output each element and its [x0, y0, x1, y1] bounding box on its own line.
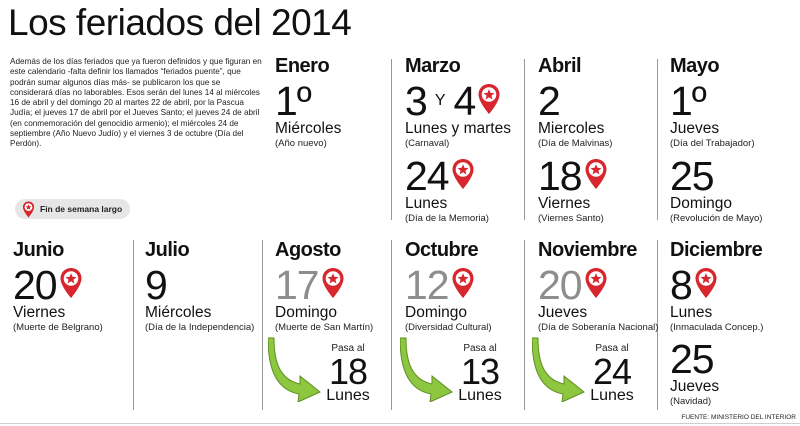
holiday-date: 20 [13, 262, 57, 308]
moved-arrow-icon [400, 336, 456, 407]
moved-weekday: Lunes [326, 387, 370, 404]
holiday-date: 17 [275, 262, 319, 308]
holiday-description: (Diversidad Cultural) [405, 322, 492, 333]
map-pin-star-icon [477, 83, 501, 115]
holiday-weekday: Viernes [13, 304, 66, 321]
holiday-date: 18 [538, 153, 582, 199]
column-divider [524, 59, 525, 220]
column-divider [524, 240, 525, 410]
map-pin-star-icon [22, 201, 35, 218]
month-agosto: Agosto [275, 239, 341, 261]
holiday-diciembre-25 [670, 336, 720, 407]
moved-label: Pasa al [463, 343, 497, 354]
map-pin-star-icon [321, 267, 345, 299]
moved-arrow-icon [532, 336, 588, 407]
holiday-diciembre-8 [670, 262, 764, 333]
moved-date: 13 [460, 351, 500, 392]
holiday-julio-9 [145, 262, 257, 333]
holiday-abril-18 [538, 153, 608, 224]
column-divider [262, 240, 263, 410]
column-divider [391, 59, 392, 220]
holiday-weekday: Lunes [670, 304, 713, 321]
holiday-abril-2 [538, 78, 613, 149]
moved-holiday-octubre [452, 343, 508, 404]
holiday-weekday: Jueves [538, 304, 588, 321]
holiday-description: (Carnaval) [405, 138, 450, 149]
holiday-mayo-25 [670, 153, 763, 224]
holiday-date: 3 [405, 78, 427, 124]
holiday-weekday: Miércoles [145, 304, 212, 321]
moved-weekday: Lunes [590, 387, 634, 404]
month-marzo: Marzo [405, 55, 461, 77]
month-diciembre: Diciembre [670, 239, 763, 261]
holiday-weekday: Miércoles [275, 120, 342, 137]
holiday-description: (Día del Trabajador) [670, 138, 755, 149]
holiday-mayo-1 [670, 78, 755, 149]
source-credit: FUENTE: MINISTERIO DEL INTERIOR [681, 414, 796, 421]
holiday-weekday: Domingo [670, 195, 733, 212]
moved-label: Pasa al [595, 343, 629, 354]
holiday-description: (Viernes Santo) [538, 213, 604, 224]
map-pin-star-icon [584, 158, 608, 190]
holiday-agosto-17 [275, 262, 374, 333]
holiday-date: 2 [538, 78, 560, 124]
holiday-weekday: Jueves [670, 120, 720, 137]
holiday-weekday: Lunes y martes [405, 120, 511, 137]
column-divider [657, 59, 658, 220]
holiday-description: (Día de la Memoria) [405, 213, 489, 224]
holiday-description: (Día de la Independencia) [145, 322, 255, 333]
moved-label: Pasa al [331, 343, 365, 354]
holiday-date: 4 [453, 78, 476, 124]
map-pin-star-icon [451, 158, 475, 190]
moved-date: 24 [592, 351, 632, 392]
holiday-date: 8 [670, 262, 692, 308]
legend [15, 199, 130, 219]
holiday-weekday: Domingo [275, 304, 338, 321]
holiday-date: 24 [405, 153, 449, 199]
holiday-description: (Muerte de San Martín) [275, 322, 374, 333]
map-pin-star-icon [451, 267, 475, 299]
map-pin-star-icon [584, 267, 608, 299]
holiday-description: (Muerte de Belgrano) [13, 322, 103, 333]
holiday-marzo-carnaval [405, 78, 511, 149]
map-pin-star-icon [694, 267, 718, 299]
month-mayo: Mayo [670, 55, 720, 77]
holiday-description: (Día de Soberanía Nacional) [538, 322, 659, 333]
holiday-marzo-24 [405, 153, 489, 224]
holiday-octubre-12 [405, 262, 492, 333]
holiday-date: 9 [145, 262, 167, 308]
moved-date: 18 [328, 351, 368, 392]
holiday-date: 25 [670, 153, 714, 199]
month-julio: Julio [145, 239, 190, 261]
holiday-weekday: Miercoles [538, 120, 605, 137]
page-title: Los feriados del 2014 [8, 2, 352, 43]
holiday-noviembre-20 [538, 262, 659, 333]
holiday-date: 20 [538, 262, 582, 308]
month-octubre: Octubre [405, 239, 479, 261]
month-noviembre: Noviembre [538, 239, 637, 261]
month-abril: Abril [538, 55, 582, 77]
holiday-description: (Navidad) [670, 396, 712, 407]
holiday-date: 1º [670, 78, 706, 124]
holiday-weekday: Viernes [538, 195, 591, 212]
bottom-rule [0, 423, 800, 424]
column-divider [391, 240, 392, 410]
holiday-description: (Año nuevo) [275, 138, 327, 149]
legend-label: Fin de semana largo [40, 204, 123, 214]
moved-weekday: Lunes [458, 387, 502, 404]
holiday-date: 12 [405, 262, 449, 308]
holiday-weekday: Lunes [405, 195, 448, 212]
holiday-description: (Inmaculada Concep.) [670, 322, 764, 333]
moved-holiday-noviembre [584, 343, 640, 404]
intro-text: Además de los días feriados que ya fueron definidos y que figuran en este calendario -falta definir los llamados “feriados puente”, que podrán sumar algunos días más- se publicaron los que se considerará días no laborables. Esos serán del lunes 14 al miércoles 16 de abril y del domingo 20 al martes 22 de abril, por la Pascua Judía; el jueves 17 de abril por el Jueves Santo; el jueves 24 de abril (en conmemoración del genocidio armenio); el miércoles 24 de septiembre (Año Nuevo Judío) y el viernes 3 de octubre (Día del Perdón). [10, 57, 262, 149]
holiday-weekday: Jueves [670, 378, 720, 395]
holiday-junio-20 [13, 262, 103, 333]
holiday-date: 25 [670, 336, 714, 382]
date-connector: Y [434, 92, 446, 109]
column-divider [133, 240, 134, 410]
map-pin-star-icon [59, 267, 83, 299]
moved-arrow-icon [268, 336, 324, 407]
holiday-date: 1º [275, 78, 311, 124]
month-junio: Junio [13, 239, 64, 261]
holiday-weekday: Domingo [405, 304, 468, 321]
holiday-enero-1 [275, 78, 342, 149]
holiday-description: (Revolución de Mayo) [670, 213, 763, 224]
month-enero: Enero [275, 55, 330, 77]
holiday-description: (Día de Malvinas) [538, 138, 613, 149]
moved-holiday-agosto [320, 343, 376, 404]
